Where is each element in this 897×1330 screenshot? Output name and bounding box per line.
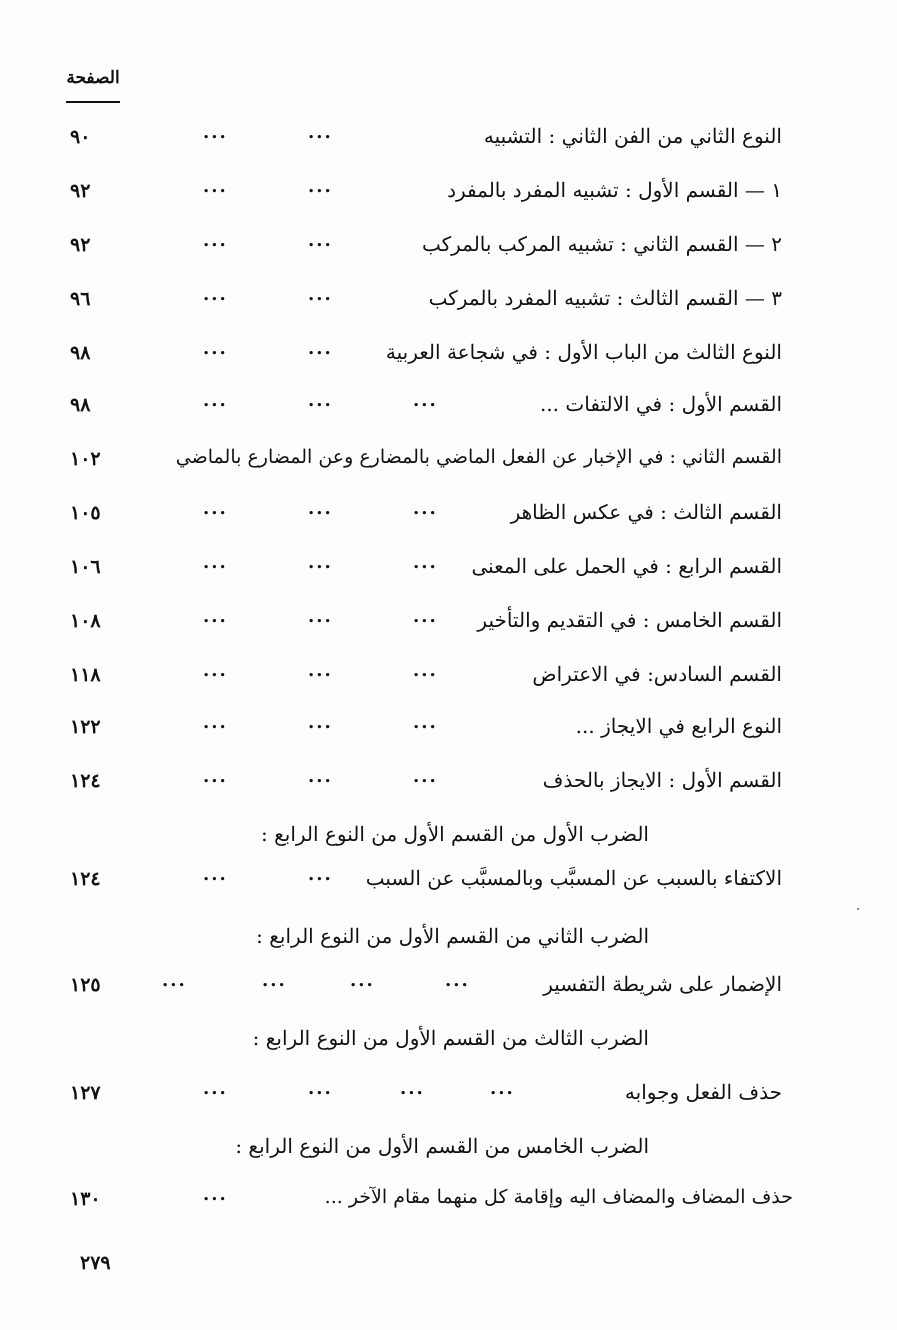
leader-dots: ... xyxy=(203,122,228,143)
leader-dots: ... xyxy=(308,1078,333,1099)
scan-speck xyxy=(857,908,859,910)
leader-dots: ... xyxy=(203,606,228,627)
toc-entry xyxy=(0,762,897,802)
leader-dots: ... xyxy=(308,660,333,681)
leader-dots: ... xyxy=(308,552,333,573)
subheading-text: الضرب الخامس من القسم الأول من النوع الرابع : xyxy=(235,1134,649,1158)
entry-title: الاكتفاء بالسبب عن المسبَّب وبالمسبَّب عن السبب xyxy=(365,866,782,890)
toc-entry xyxy=(0,656,897,696)
page-number: ١٢٤ xyxy=(70,868,101,890)
subheading-text: الضرب الثاني من القسم الأول من النوع الرابع : xyxy=(256,924,649,948)
leader-dots: ... xyxy=(203,766,228,787)
toc-entry xyxy=(0,280,897,320)
toc-entry xyxy=(0,860,897,900)
entry-title: النوع الرابع في الايجاز ... xyxy=(575,714,782,738)
page-number: ١٢٥ xyxy=(70,974,101,996)
leader-dots: ... xyxy=(445,970,470,991)
leader-dots: ... xyxy=(413,552,438,573)
entry-title: النوع الثالث من الباب الأول : في شجاعة العربية xyxy=(385,340,782,364)
subheading-text: الضرب الثالث من القسم الأول من النوع الرابع : xyxy=(252,1026,649,1050)
leader-dots: ... xyxy=(400,1078,425,1099)
entry-title: ١ — القسم الأول : تشبيه المفرد بالمفرد xyxy=(447,178,782,202)
leader-dots: ... xyxy=(413,498,438,519)
leader-dots: ... xyxy=(203,338,228,359)
page-number: ١٠٥ xyxy=(70,502,101,524)
entry-title: القسم الأول : الايجاز بالحذف xyxy=(542,768,782,792)
leader-dots: ... xyxy=(308,284,333,305)
leader-dots: ... xyxy=(203,498,228,519)
leader-dots: ... xyxy=(203,552,228,573)
entry-title: القسم الأول : في الالتفات ... xyxy=(539,392,782,416)
entry-title: ٢ — القسم الثاني : تشبيه المركب بالمركب xyxy=(421,232,782,256)
entry-title: القسم الثاني : في الإخبار عن الفعل الماضي بالمضارع وعن المضارع بالماضي xyxy=(175,446,782,468)
toc-entry xyxy=(0,334,897,374)
page-number: ١٠٢ xyxy=(70,448,101,470)
toc-subheading xyxy=(0,1020,897,1060)
page-number: ١٢٤ xyxy=(70,770,101,792)
page-number: ١٠٦ xyxy=(70,556,101,578)
leader-dots: ... xyxy=(308,390,333,411)
leader-dots: ... xyxy=(162,970,187,991)
page-number: ١١٨ xyxy=(70,664,101,686)
page-number: ١٢٢ xyxy=(70,716,101,738)
entry-title: ٣ — القسم الثالث : تشبيه المفرد بالمركب xyxy=(428,286,782,310)
page-header: الصفحة xyxy=(66,68,120,88)
leader-dots: ... xyxy=(308,712,333,733)
entry-title: حذف الفعل وجوابه xyxy=(624,1080,782,1104)
toc-entry xyxy=(0,494,897,534)
leader-dots: ... xyxy=(203,864,228,885)
leader-dots: ... xyxy=(490,1078,515,1099)
leader-dots: ... xyxy=(308,498,333,519)
entry-title: القسم الخامس : في التقديم والتأخير xyxy=(477,608,782,632)
entry-title: القسم السادس: في الاعتراض xyxy=(532,662,782,686)
entry-title: حذف المضاف والمضاف اليه وإقامة كل منهما مقام الآخر ... xyxy=(324,1186,793,1208)
page-number: ٩٢ xyxy=(70,234,91,256)
leader-dots: ... xyxy=(308,230,333,251)
leader-dots: ... xyxy=(308,606,333,627)
toc-entry xyxy=(0,440,897,480)
toc-subheading xyxy=(0,918,897,958)
toc-subheading xyxy=(0,816,897,856)
leader-dots: ... xyxy=(203,712,228,733)
leader-dots: ... xyxy=(203,660,228,681)
page-number: ١٢٧ xyxy=(70,1082,101,1104)
leader-dots: ... xyxy=(203,1078,228,1099)
entry-title: الإضمار على شريطة التفسير xyxy=(543,972,782,996)
leader-dots: ... xyxy=(308,122,333,143)
toc-subheading xyxy=(0,1128,897,1168)
leader-dots: ... xyxy=(203,176,228,197)
page-number: ٩٠ xyxy=(70,126,91,148)
entry-title: القسم الرابع : في الحمل على المعنى xyxy=(471,554,782,578)
toc-entry xyxy=(0,118,897,158)
leader-dots: ... xyxy=(203,284,228,305)
toc-entry xyxy=(0,172,897,212)
toc-entry xyxy=(0,1074,897,1114)
leader-dots: ... xyxy=(203,1184,228,1205)
leader-dots: ... xyxy=(413,766,438,787)
leader-dots: ... xyxy=(413,606,438,627)
leader-dots: ... xyxy=(203,230,228,251)
page-number: ٩٦ xyxy=(70,288,91,310)
entry-title: النوع الثاني من الفن الثاني : التشبيه xyxy=(483,124,782,148)
page-number: ٩٢ xyxy=(70,180,91,202)
toc-entry xyxy=(0,602,897,642)
toc-entry xyxy=(0,548,897,588)
page-number: ٩٨ xyxy=(70,342,91,364)
toc-entry xyxy=(0,708,897,748)
entry-title: القسم الثالث : في عكس الظاهر xyxy=(510,500,782,524)
leader-dots: ... xyxy=(308,864,333,885)
leader-dots: ... xyxy=(262,970,287,991)
toc-entry xyxy=(0,226,897,266)
leader-dots: ... xyxy=(413,712,438,733)
subheading-text: الضرب الأول من القسم الأول من النوع الرابع : xyxy=(261,822,649,846)
leader-dots: ... xyxy=(308,766,333,787)
leader-dots: ... xyxy=(413,660,438,681)
toc-entry xyxy=(0,966,897,1006)
header-rule xyxy=(66,101,120,103)
page-folio: ٢٧٩ xyxy=(80,1252,111,1274)
page-number: ٩٨ xyxy=(70,394,91,416)
leader-dots: ... xyxy=(350,970,375,991)
toc-entry xyxy=(0,1180,897,1220)
toc-entry xyxy=(0,386,897,426)
page-number: ١٣٠ xyxy=(70,1188,101,1210)
leader-dots: ... xyxy=(413,390,438,411)
leader-dots: ... xyxy=(308,176,333,197)
leader-dots: ... xyxy=(308,338,333,359)
page-number: ١٠٨ xyxy=(70,610,101,632)
leader-dots: ... xyxy=(203,390,228,411)
